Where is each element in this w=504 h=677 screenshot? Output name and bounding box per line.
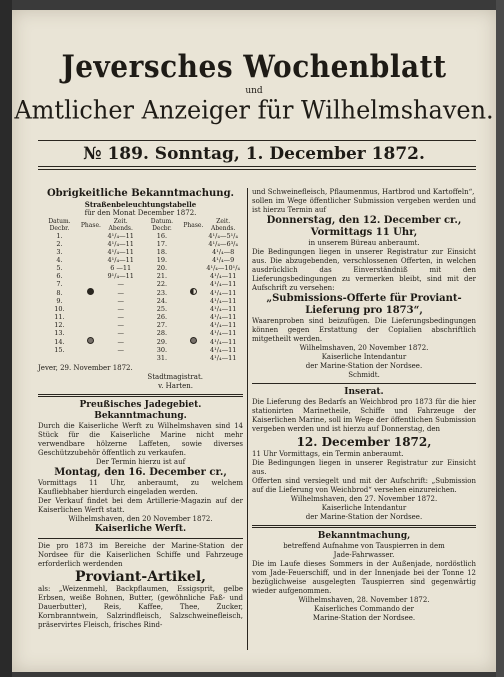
table-cell: 4¹/₄—10¹/₄ bbox=[206, 264, 241, 272]
moon-phase-icon bbox=[87, 288, 94, 295]
cont-time: Vormittags 11 Uhr, bbox=[310, 227, 418, 238]
table-cell: 6. bbox=[56, 272, 63, 280]
moon-phase-cell bbox=[81, 256, 101, 264]
cont-office2: der Marine-Station der Nordsee. bbox=[305, 362, 423, 370]
table-cell bbox=[38, 354, 81, 362]
cont-place-date: Wilhelmshaven, 20 November 1872. bbox=[299, 344, 429, 352]
section-separator bbox=[252, 525, 476, 528]
column-divider bbox=[247, 188, 248, 650]
table-cell: — bbox=[117, 297, 124, 305]
col-header: Zeit. Abends. bbox=[210, 218, 236, 232]
notice3-body: als: „Weizenmehl, Backpflaumen, Essigsprit, gelbe Erbsen, weiße Bohnen, Butter, (gewöhnliche Faß- und Dauerbutter), Reis, Kaffee, Thee, Zucker, Kornbranntwein, Salzrindfleisch, Salzschweinefleisch, präservirtes Fleisch, frisches Rind- bbox=[38, 585, 243, 629]
table-cell: 4¹/₄—11 bbox=[210, 280, 237, 288]
moon-phase-cell bbox=[81, 305, 101, 313]
table-cell: 16. bbox=[156, 232, 168, 240]
table-cell: 4¹/₄—11 bbox=[210, 354, 237, 362]
table-cell: 9. bbox=[56, 297, 63, 305]
table-cell: — bbox=[117, 321, 124, 329]
notice4-heading: Bekanntmachung, bbox=[317, 531, 411, 541]
masthead-subtitle: Amtlicher Anzeiger für Wilhelmshaven. bbox=[14, 95, 494, 125]
moon-phase-cell bbox=[183, 346, 203, 354]
moon-phase-cell bbox=[183, 264, 203, 272]
table-cell: 4¹/₄—11 bbox=[210, 329, 237, 337]
lighting-table-title: Straßenbeleuchtungstabelle bbox=[84, 200, 197, 209]
table-cell: 17. bbox=[156, 240, 168, 248]
table-row bbox=[38, 305, 243, 313]
col-header: Phase. bbox=[80, 221, 101, 229]
cont-body1: sollen im Wege öffentlicher Submission vergeben werden und ist hierzu Termin auf bbox=[252, 197, 476, 214]
page-edge bbox=[496, 0, 504, 677]
table-row bbox=[38, 256, 243, 264]
moon-phase-cell bbox=[183, 280, 203, 288]
moon-phase-cell bbox=[183, 305, 203, 313]
table-cell: 1. bbox=[56, 232, 63, 240]
section-separator bbox=[38, 538, 243, 539]
table-row bbox=[38, 264, 243, 272]
moon-phase-cell bbox=[81, 313, 101, 321]
moon-phase-cell bbox=[81, 288, 101, 297]
moon-phase-cell bbox=[183, 288, 203, 297]
moon-phase-cell bbox=[183, 354, 203, 362]
table-row bbox=[38, 272, 243, 280]
table-row bbox=[38, 297, 243, 305]
table-row bbox=[38, 240, 243, 248]
table-cell: 4¹/₄—11 bbox=[210, 313, 237, 321]
inserat-heading: Inserat. bbox=[344, 387, 384, 397]
table-cell: 30. bbox=[156, 346, 168, 354]
cont-body2: in unserem Büreau anberaumt. bbox=[308, 239, 420, 247]
table-cell: 3. bbox=[56, 248, 63, 256]
table-cell: 15. bbox=[54, 346, 65, 354]
col-header: Zeit. Abends. bbox=[108, 218, 133, 232]
table-cell: 4¹/₄—11 bbox=[210, 305, 237, 313]
moon-phase-cell bbox=[183, 256, 203, 264]
table-cell: 4¹/₄—5¹/₄ bbox=[208, 232, 238, 240]
moon-phase-cell bbox=[183, 313, 203, 321]
book-spine bbox=[0, 0, 12, 677]
table-cell: 31. bbox=[156, 354, 168, 362]
table-cell: 13. bbox=[54, 329, 65, 337]
table-cell: 27. bbox=[156, 321, 168, 329]
notice4-office1: Kaiserliches Commando der bbox=[313, 605, 414, 613]
table-cell: — bbox=[117, 329, 124, 337]
notice4-office2: Marine-Station der Nordsee. bbox=[312, 614, 416, 622]
notice4-body: Die im Laufe dieses Sommers in der Außenjade, nordöstlich vom Jade-Feuerschiff, und in der Innenjade bei der Tonne 12 bezüglichweise ausgelegten Tauspierren sind gegenwärtig wieder aufgenommen. bbox=[252, 560, 476, 595]
table-cell: 25. bbox=[156, 305, 168, 313]
table-row bbox=[38, 321, 243, 329]
moon-phase-cell bbox=[81, 297, 101, 305]
inserat-body3: Die Bedingungen liegen in unserer Registratur zur Einsicht aus. bbox=[252, 459, 476, 476]
table-cell: 4¹/₄—11 bbox=[210, 321, 237, 329]
table-cell: 21. bbox=[156, 272, 168, 280]
moon-phase-cell bbox=[81, 321, 101, 329]
table-cell: 4¹/₄—8 bbox=[212, 248, 235, 256]
notice4-sub2: Jade-Fahrwasser. bbox=[333, 551, 395, 559]
moon-phase-cell bbox=[81, 354, 101, 362]
table-row bbox=[38, 337, 243, 346]
notice1-heading: Obrigkeitliche Bekanntmachung. bbox=[46, 188, 235, 199]
table-cell: 10. bbox=[54, 305, 65, 313]
table-cell: 4¹/₄—11 bbox=[107, 256, 134, 264]
notice2-heading: Preußisches Jadegebiet. bbox=[79, 400, 202, 410]
table-cell: 23. bbox=[156, 288, 168, 297]
table-cell: 24. bbox=[156, 297, 168, 305]
col-header: Datum. Decbr. bbox=[150, 218, 174, 232]
moon-phase-cell bbox=[81, 329, 101, 337]
moon-phase-cell bbox=[183, 240, 203, 248]
table-row bbox=[38, 248, 243, 256]
inserat-place-date: Wilhelmshaven, den 27. November 1872. bbox=[290, 495, 438, 503]
table-row bbox=[38, 232, 243, 240]
table-cell: 8. bbox=[56, 288, 63, 297]
newspaper-page bbox=[12, 10, 496, 672]
right-column bbox=[252, 188, 476, 623]
moon-phase-cell bbox=[183, 232, 203, 240]
table-cell: 6 —11 bbox=[110, 264, 132, 272]
moon-phase-cell bbox=[81, 248, 101, 256]
notice2-subheading: Bekanntmachung. bbox=[94, 411, 187, 421]
moon-phase-cell bbox=[81, 337, 101, 346]
cont-body3: Die Bedingungen liegen in unserer Registratur zur Einsicht aus. Die abzugebenden, verschlossenen Offerten, in welchen ausdrücklich das Einverständniß mit den Lieferungsbedingungen zu vermerken bleibt, sind mit der Aufschrift zu versehen: bbox=[252, 248, 476, 292]
moon-phase-cell bbox=[183, 248, 203, 256]
table-cell: 11. bbox=[54, 313, 65, 321]
cont-date: Donnerstag, den 12. December cr., bbox=[266, 215, 462, 226]
notice2-place-date: Wilhelmshaven, den 20 November 1872. bbox=[68, 515, 213, 523]
moon-phase-cell bbox=[81, 264, 101, 272]
table-cell: — bbox=[117, 313, 124, 321]
masthead-rule-bottom bbox=[38, 166, 476, 167]
table-row bbox=[38, 346, 243, 354]
table-cell: 4¹/₄—11 bbox=[210, 337, 237, 346]
section-separator bbox=[252, 383, 476, 384]
notice4-place-date: Wilhelmshaven, 28. November 1872. bbox=[298, 596, 430, 604]
table-cell bbox=[101, 354, 141, 362]
inserat-body1: Die Lieferung des Bedarfs an Weichbrod pro 1873 für die hier stationirten Marinetheile, Schiffe und Fahrzeuge der Kaiserlichen Marine, soll im Wege der öffentlichen Submission vergeben werden und ist hierzu auf Donnerstag, den bbox=[252, 398, 476, 433]
table-cell: 26. bbox=[156, 313, 168, 321]
inserat-date: 12. December 1872, bbox=[296, 435, 432, 449]
moon-phase-cell bbox=[81, 240, 101, 248]
cont-office1: Kaiserliche Intendantur bbox=[321, 353, 407, 361]
table-cell: 4¹/₄—11 bbox=[210, 346, 237, 354]
table-header-row bbox=[38, 218, 243, 232]
moon-phase-icon bbox=[87, 337, 94, 344]
table-cell: 2. bbox=[56, 240, 63, 248]
table-cell: — bbox=[117, 280, 124, 288]
table-cell: — bbox=[117, 346, 124, 354]
table-row bbox=[38, 288, 243, 297]
table-cell: 9¹/₄—11 bbox=[107, 272, 134, 280]
moon-phase-cell bbox=[183, 321, 203, 329]
moon-phase-cell bbox=[183, 297, 203, 305]
table-cell: 4¹/₄—11 bbox=[210, 297, 237, 305]
table-cell: 4¹/₄—9 bbox=[212, 256, 235, 264]
table-cell: 7. bbox=[56, 280, 63, 288]
cont-name: Schmidt. bbox=[348, 371, 380, 379]
table-cell: 28. bbox=[156, 329, 168, 337]
notice1-name: v. Harten. bbox=[158, 382, 193, 390]
table-cell: 4¹/₄—11 bbox=[107, 240, 134, 248]
inserat-body2: 11 Uhr Vormittags, ein Termin anberaumt. bbox=[252, 450, 404, 458]
table-cell: 29. bbox=[156, 337, 168, 346]
notice4-sub1: betreffend Aufnahme von Tauspierren in dem bbox=[283, 542, 445, 550]
notice1-office: Stadtmagistrat. bbox=[147, 373, 203, 381]
table-cell: 18. bbox=[156, 248, 168, 256]
col-header: Datum. Decbr. bbox=[48, 218, 71, 232]
table-cell: 5. bbox=[56, 264, 63, 272]
notice2-body: Durch die Kaiserliche Werft zu Wilhelmshaven sind 14 Stück für die Kaiserliche Marine nicht mehr verwendbare hölzerne Laffeten, sowie diverses Geschützzubehör öffentlich zu verkaufen. bbox=[38, 422, 243, 457]
moon-phase-cell bbox=[81, 272, 101, 280]
table-cell: 20. bbox=[156, 264, 168, 272]
cont-body4: Waarenproben sind beizufügen. Die Lieferungsbedingungen können gegen Erstattung der Copialien abschriftlich mitgetheilt werden. bbox=[252, 317, 476, 343]
table-cell: — bbox=[117, 288, 124, 297]
cont-opening: und Schweinefleisch, Pflaumenmus, Hartbrod und Kartoffeln“, bbox=[252, 188, 475, 196]
table-row bbox=[38, 329, 243, 337]
table-cell: 4¹/₄—11 bbox=[107, 232, 134, 240]
notice2-sale: Der Verkauf findet bei dem Artillerie-Magazin auf der Kaiserlichen Werft statt. bbox=[38, 497, 243, 514]
notice2-date: Montag, den 16. December cr., bbox=[54, 467, 227, 478]
lighting-table-subtitle: für den Monat December 1872. bbox=[84, 209, 197, 217]
table-cell: 12. bbox=[54, 321, 65, 329]
lighting-table bbox=[38, 218, 243, 362]
moon-phase-cell bbox=[183, 329, 203, 337]
table-row bbox=[38, 280, 243, 288]
col-header: Phase. bbox=[183, 221, 204, 229]
inserat-office1: Kaiserliche Intendantur bbox=[321, 504, 407, 512]
table-cell: — bbox=[117, 305, 124, 313]
table-cell: 4¹/₄—6³/₄ bbox=[208, 240, 238, 248]
moon-phase-icon bbox=[190, 288, 197, 295]
inserat-office2: der Marine-Station der Nordsee. bbox=[305, 513, 423, 521]
inserat-body4: Offerten sind versiegelt und mit der Aufschrift: „Submission auf die Lieferung von Weichbrod“ versehen einzureichen. bbox=[252, 477, 476, 494]
masthead bbox=[12, 50, 496, 124]
notice2-time: Vormittags 11 Uhr, anberaumt, zu welchem Kaufliebhaber hierdurch eingeladen werden. bbox=[38, 479, 243, 496]
notice1-place-date: Jever, 29. November 1872. bbox=[38, 364, 133, 372]
masthead-connector: und bbox=[245, 86, 263, 96]
notice2-term-line: Der Termin hierzu ist auf bbox=[95, 458, 186, 466]
table-cell: 19. bbox=[156, 256, 168, 264]
notice3-intro: Die pro 1873 im Bereiche der Marine-Station der Nordsee für die Kaiserlichen Schiffe und Fahrzeuge erforderlich werdenden bbox=[38, 542, 243, 568]
left-column bbox=[38, 188, 243, 630]
issue-line: № 189. Sonntag, 1. December 1872. bbox=[83, 144, 425, 164]
masthead-title: Jeversches Wochenblatt bbox=[61, 48, 447, 85]
table-cell: 4¹/₄—11 bbox=[107, 248, 134, 256]
table-cell: 4¹/₄—11 bbox=[210, 288, 237, 297]
section-separator bbox=[38, 394, 243, 397]
moon-phase-cell bbox=[183, 272, 203, 280]
table-cell: 14. bbox=[54, 337, 65, 346]
moon-phase-cell bbox=[81, 346, 101, 354]
lighting-table-body bbox=[38, 232, 243, 362]
notice1-signoff bbox=[38, 364, 243, 391]
table-cell: — bbox=[117, 337, 124, 346]
moon-phase-cell bbox=[183, 337, 203, 346]
cont-headline: „Submissions-Offerte für Proviant-Lieferung pro 1873“, bbox=[266, 293, 462, 316]
moon-phase-icon bbox=[190, 337, 197, 344]
notice3-headline: Proviant-Artikel, bbox=[74, 569, 207, 585]
masthead-rule-top bbox=[38, 140, 476, 141]
table-cell: 22. bbox=[156, 280, 168, 288]
table-cell: 4. bbox=[56, 256, 63, 264]
moon-phase-cell bbox=[81, 232, 101, 240]
table-cell: 4¹/₄—11 bbox=[210, 272, 237, 280]
notice2-signature: Kaiserliche Werft. bbox=[94, 524, 187, 534]
table-row bbox=[38, 313, 243, 321]
table-row bbox=[38, 354, 243, 362]
moon-phase-cell bbox=[81, 280, 101, 288]
masthead-rule-bottom-2 bbox=[38, 169, 476, 170]
